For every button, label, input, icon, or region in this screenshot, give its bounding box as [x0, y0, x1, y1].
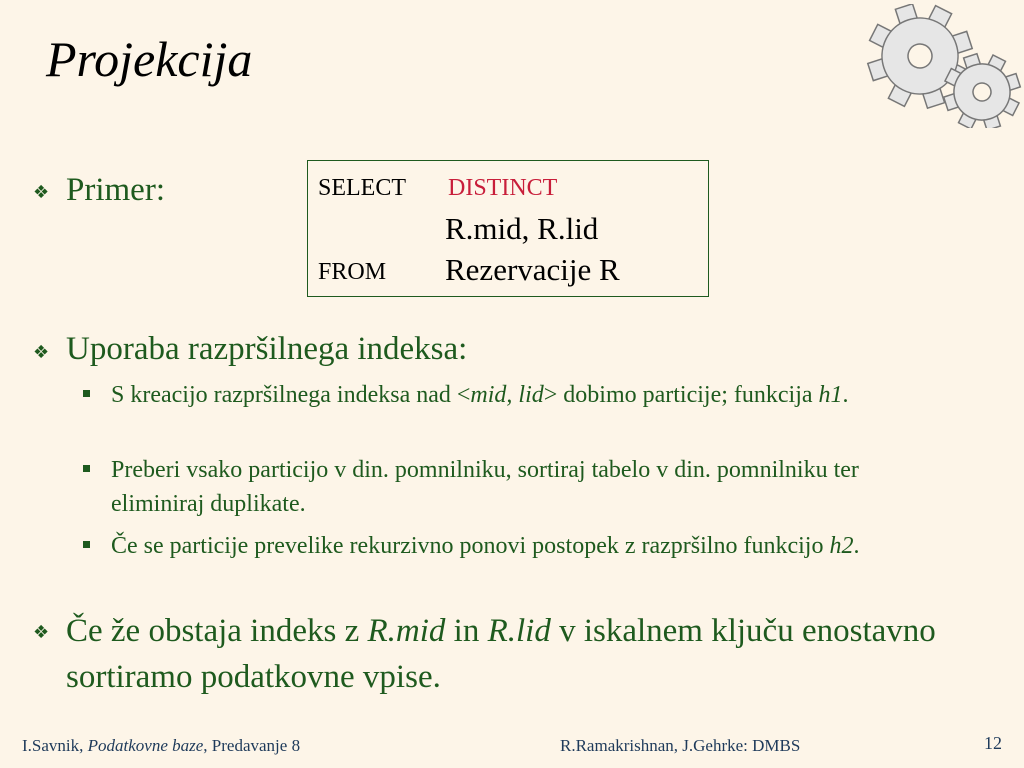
sql-distinct-keyword: DISTINCT [448, 175, 558, 201]
square-bullet-icon [83, 541, 90, 548]
bullet-primer: Primer: [66, 172, 165, 208]
bullet-uporaba: Uporaba razpršilnega indeksa: [66, 331, 468, 367]
sql-query-box [307, 160, 709, 297]
sub-bullet-3: Če se particije prevelike rekurzivno ponovi postopek z razpršilno funkcijo h2. [111, 533, 860, 559]
bullet-existing-index: Če že obstaja indeks z R.mid in R.lid v iskalnem ključu enostavno sortiramo podatkovne vpise. [66, 613, 936, 695]
footer-center: R.Ramakrishnan, J.Gehrke: DMBS [560, 736, 801, 755]
sql-table: Rezervacije R [445, 252, 620, 287]
sql-from-keyword: FROM [318, 259, 387, 285]
sub-bullet-1: S kreacijo razpršilnega indeksa nad <mid, lid> dobimo particije; funkcija h1. [111, 382, 849, 408]
sql-select-keyword: SELECT [318, 175, 406, 201]
page-number: 12 [984, 733, 1002, 753]
slide-title: Projekcija [46, 31, 253, 87]
gears-icon [862, 4, 1024, 128]
footer-left: I.Savnik, Podatkovne baze, Predavanje 8 [22, 736, 301, 755]
sub-bullet-2: Preberi vsako particijo v din. pomnilniku, sortiraj tabelo v din. pomnilniku ter eliminiraj duplikate. [111, 457, 859, 517]
square-bullet-icon [83, 390, 90, 397]
sql-columns: R.mid, R.lid [445, 211, 599, 246]
diamond-bullet-icon: ❖ [33, 622, 50, 643]
diamond-bullet-icon: ❖ [33, 182, 50, 203]
square-bullet-icon [83, 465, 90, 472]
diamond-bullet-icon: ❖ [33, 342, 50, 363]
